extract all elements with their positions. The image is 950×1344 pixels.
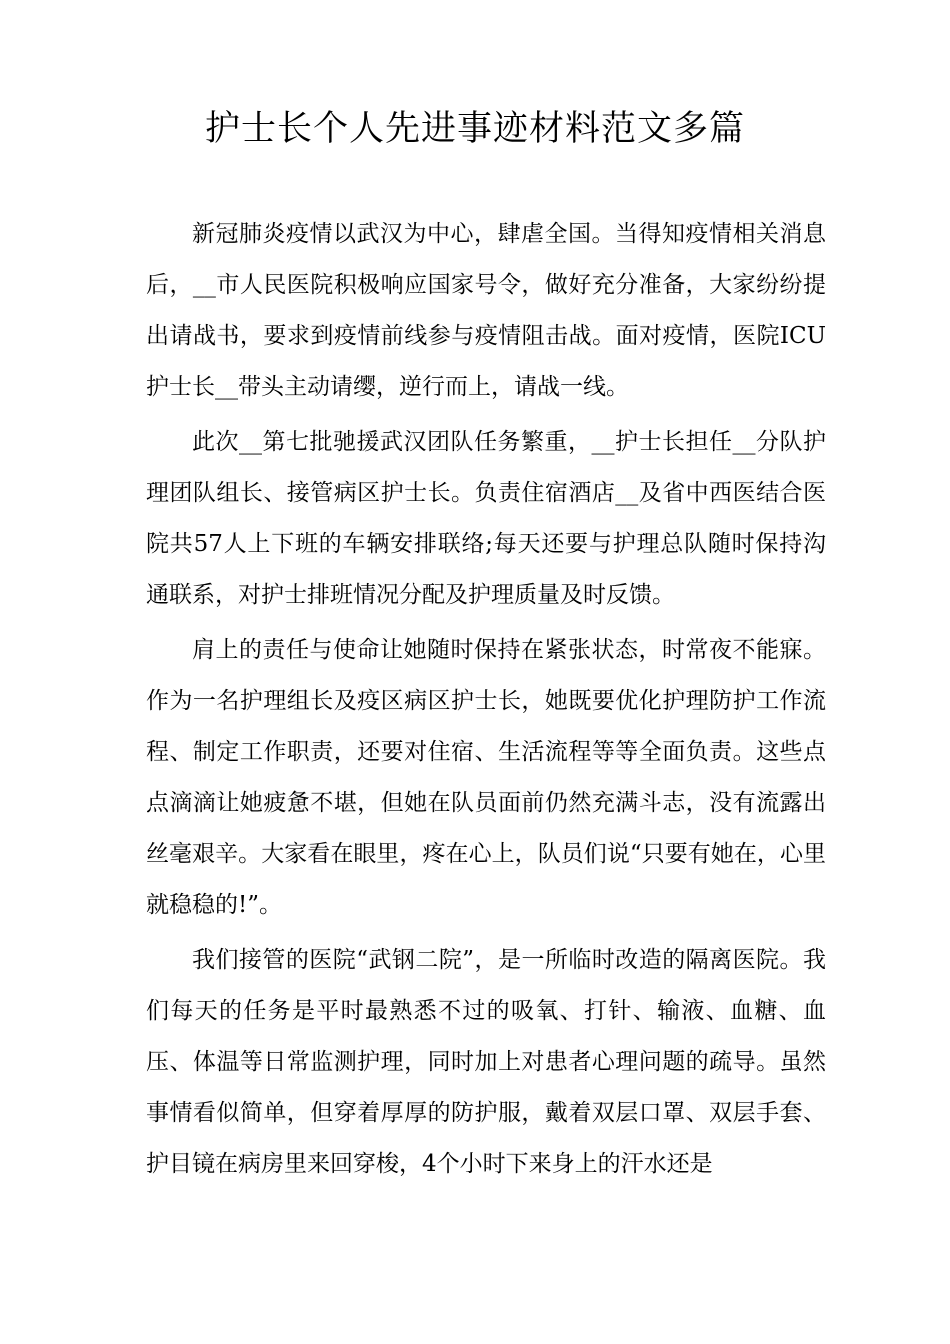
paragraph-3: 肩上的责任与使命让她随时保持在紧张状态，时常夜不能寐。作为一名护理组长及疫区病区护士长，她既要优化护理防护工作流程、制定工作职责，还要对住宿、生活流程等等全面负责。这些点点滴滴让她疲惫不堪，但她在队员面前仍然充满斗志，没有流露出丝毫艰辛。大家看在眼里，疼在心上，队员们说“只要有她在，心里就稳稳的!”。 <box>146 637 826 918</box>
document-body <box>146 209 826 1194</box>
document-title: 护士长个人先进事迹材料范文多篇 <box>204 109 745 149</box>
paragraph-1: 新冠肺炎疫情以武汉为中心，肆虐全国。当得知疫情相关消息后，__市人民医院积极响应国家号令，做好充分准备，大家纷纷提出请战书，要求到疫情前线参与疫情阻击战。面对疫情，医院ICU护士长__带头主动请缨，逆行而上，请战一线。 <box>146 221 826 400</box>
paragraph-4: 我们接管的医院“武钢二院”，是一所临时改造的隔离医院。我们每天的任务是平时最熟悉不过的吸氧、打针、输液、血糖、血压、体温等日常监测护理，同时加上对患者心理问题的疏导。虽然事情看似简单，但穿着厚厚的防护服，戴着双层口罩、双层手套、护目镜在病房里来回穿梭，4个小时下来身上的汗水还是 <box>146 947 826 1177</box>
paragraph-2: 此次__第七批驰援武汉团队任务繁重，__护士长担任__分队护理团队组长、接管病区护士长。负责住宿酒店__及省中西医结合医院共57人上下班的车辆安排联络;每天还要与护理总队随时保持沟通联系，对护士排班情况分配及护理质量及时反馈。 <box>146 429 826 608</box>
